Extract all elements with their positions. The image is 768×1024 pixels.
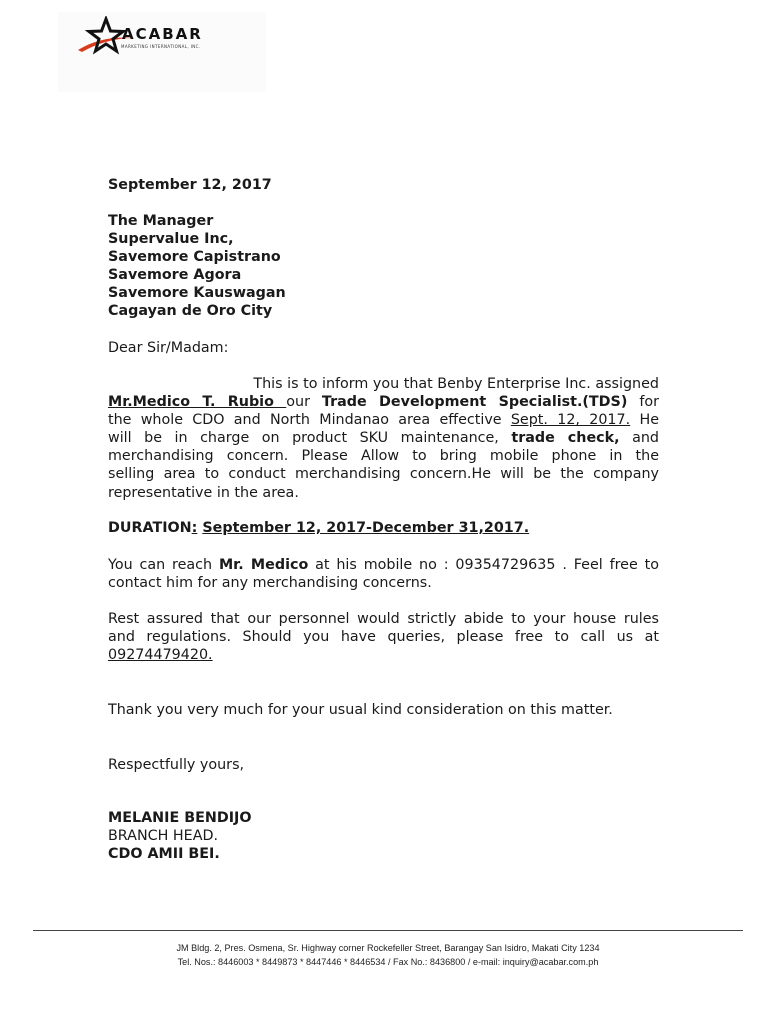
para1-line3 bbox=[108, 411, 659, 429]
para1-line4-text: will be in charge on product SKU maintenance, bbox=[108, 430, 499, 447]
signature-block bbox=[108, 809, 659, 863]
recipient-line: Savemore Agora bbox=[108, 267, 242, 284]
logo-wordmark: ACABAR bbox=[122, 25, 203, 43]
trade-check: trade check, bbox=[511, 430, 620, 447]
duration bbox=[108, 519, 659, 537]
footer-contact: Tel. Nos.: 8446003 * 8449873 * 8447446 * 8446534 / Fax No.: 8436800 / e-mail: inquiry@acabar.com.ph bbox=[177, 957, 599, 967]
position-title: Trade Development Specialist.(TDS) bbox=[321, 394, 628, 411]
effective-date: Sept. 12, 2017. bbox=[510, 412, 631, 429]
salutation bbox=[108, 339, 659, 357]
para1-line6: selling area to conduct merchandising concern.He will be the company bbox=[108, 466, 659, 483]
para1-line2 bbox=[108, 393, 659, 411]
para2-pre: You can reach bbox=[108, 557, 213, 573]
logo-tagline: MARKETING INTERNATIONAL, INC. bbox=[121, 44, 201, 49]
para2-line1 bbox=[108, 556, 659, 574]
thanks-text: Thank you very much for your usual kind consideration on this matter. bbox=[108, 702, 613, 718]
para2-line2: contact him for any merchandising concerns. bbox=[108, 575, 432, 592]
paragraph-rules bbox=[108, 610, 659, 664]
signatory-office: CDO AMII BEI. bbox=[108, 846, 220, 863]
recipient-line: Supervalue Inc, bbox=[108, 231, 234, 248]
letter-date bbox=[108, 176, 659, 194]
para3-line1: Rest assured that our personnel would strictly abide to your house rules bbox=[108, 611, 659, 627]
para2-post: at his mobile no : 09354729635 . Feel free to bbox=[315, 557, 659, 573]
paragraph-assignment bbox=[108, 375, 659, 502]
for-text: for bbox=[639, 394, 659, 411]
recipient-line: Cagayan de Oro City bbox=[108, 303, 273, 320]
salutation-text: Dear Sir/Madam: bbox=[108, 340, 229, 356]
duration-label: DURATION bbox=[108, 520, 192, 536]
duration-value: September 12, 2017-December 31,2017. bbox=[202, 520, 530, 536]
para1-line3-text: the whole CDO and North Mindanao area effective bbox=[108, 412, 502, 429]
signatory-position: BRANCH HEAD. bbox=[108, 828, 219, 845]
recipient-block bbox=[108, 212, 659, 321]
closing-text: Respectfully yours, bbox=[108, 757, 245, 773]
signatory-name: MELANIE BENDIJO bbox=[108, 810, 252, 826]
recipient-line: The Manager bbox=[108, 213, 214, 229]
recipient-line: Savemore Kauswagan bbox=[108, 285, 286, 302]
duration-colon: : bbox=[191, 520, 198, 536]
para1-line7: representative in the area. bbox=[108, 484, 299, 501]
he-text: He bbox=[639, 412, 659, 429]
company-logo bbox=[58, 12, 266, 92]
closing bbox=[108, 756, 659, 774]
footer-address: JM Bldg. 2, Pres. Osmena, Sr. Highway corner Rockefeller Street, Barangay San Isidro, Makati City 1234 bbox=[176, 943, 600, 953]
contact-name: Mr. Medico bbox=[218, 557, 309, 573]
footer-divider bbox=[33, 930, 743, 931]
date: September 12, 2017 bbox=[108, 177, 272, 193]
our-text: our bbox=[286, 394, 310, 411]
office-phone: 09274479420. bbox=[108, 647, 213, 664]
recipient-line: Savemore Capistrano bbox=[108, 249, 281, 266]
para1-line5: merchandising concern. Please Allow to bring mobile phone in the bbox=[108, 448, 659, 465]
and-text: and bbox=[632, 430, 660, 447]
paragraph-contact bbox=[108, 556, 659, 592]
thanks bbox=[108, 701, 659, 719]
assignee-name: Mr.Medico T. Rubio bbox=[108, 394, 287, 411]
para3-line2: and regulations. Should you have queries, please free to call us at bbox=[108, 629, 659, 646]
para1-line1: This is to inform you that Benby Enterprise Inc. assigned bbox=[253, 376, 659, 392]
duration-line bbox=[108, 519, 659, 537]
para1-line4 bbox=[108, 429, 659, 447]
